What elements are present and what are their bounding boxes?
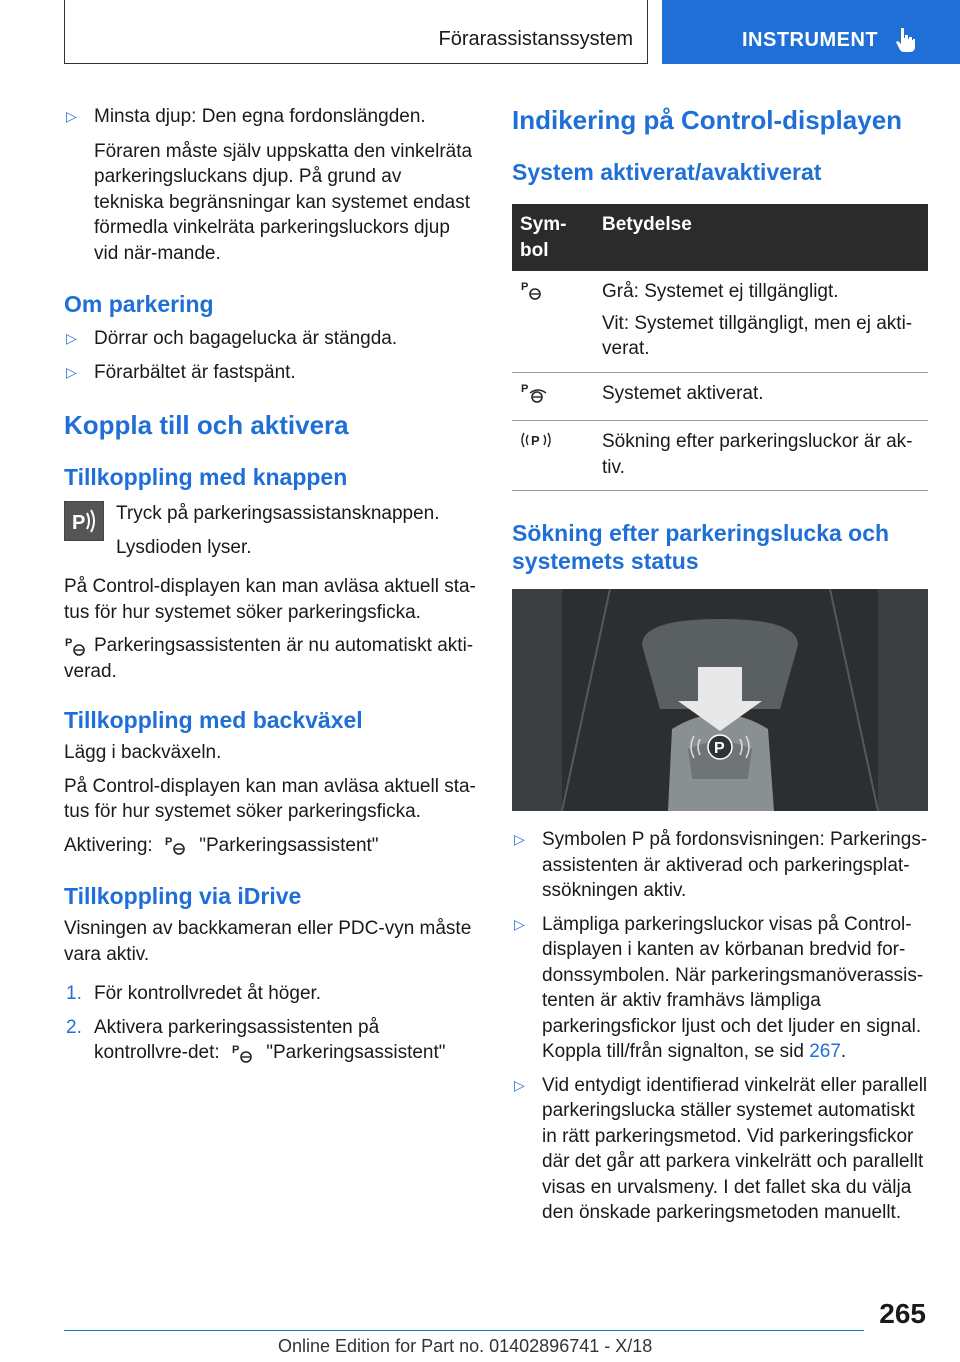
- step-value: "Parkeringsassistent": [266, 1042, 446, 1063]
- list-item-text: Symbolen P på fordonsvisningen: Parkerings-assistenten är aktiverad och parkeringsplat-ssökningen aktiv.: [542, 829, 928, 901]
- svg-text:P: P: [164, 836, 173, 849]
- section-title: Förarassistanssystem: [438, 28, 633, 50]
- table-cell-text: Systemet aktiverat.: [602, 382, 764, 404]
- svg-text:P: P: [231, 1043, 240, 1056]
- heading-koppla: Koppla till och aktivera: [64, 410, 349, 440]
- paragraph: Lägg i backväxeln.: [64, 742, 222, 763]
- heading-indikering: Indikering på Control-displayen: [512, 105, 903, 135]
- list-item-text: Förarbältet är fastspänt.: [94, 361, 296, 383]
- paragraph: På Control-displayen kan man avläsa aktuell sta-tus för hur systemet söker parkeringsficka.: [64, 775, 476, 822]
- list-item-text: Aktivera parkeringsassistenten på kontrollvre-det:: [94, 1016, 380, 1063]
- parking-assist-icon: [231, 1042, 255, 1064]
- meaning-cell: [594, 421, 928, 491]
- svg-text:P: P: [521, 382, 529, 395]
- list-item-text: Dörrar och bagagelucka är stängda.: [94, 328, 398, 349]
- tab-instrument[interactable]: INSTRUMENT: [742, 29, 879, 51]
- list-item: [64, 326, 476, 352]
- triangle-bullet-icon: ▷: [514, 915, 525, 932]
- footer-divider: [64, 1330, 864, 1331]
- symbol-cell: [512, 271, 594, 372]
- paragraph: [64, 833, 476, 859]
- paragraph: Lysdioden lyser.: [116, 536, 252, 558]
- header-tab[interactable]: [662, 0, 960, 64]
- header-section-box: [64, 0, 648, 64]
- list-item: [64, 981, 476, 1007]
- table-row: [512, 271, 928, 372]
- paragraph: Visningen av backkameran eller PDC-vyn måste vara aktiv.: [64, 918, 472, 965]
- svg-text:P: P: [521, 281, 529, 293]
- list-item-text: Lämpliga parkeringsluckor visas på Control-displayen i kanten av körbanan bredvid for-donssymbolen. När parkeringsmanöverassis-tenten är aktiv framhävs lämpliga parkeringsfickor ljust och det ljuder en signal. Koppla till/från signalton, se sid: [542, 913, 924, 1062]
- button-instruction: [64, 501, 476, 560]
- heading-backvaxel: Tillkoppling med backväxel: [64, 707, 363, 733]
- parking-assist-grey-icon: [520, 279, 544, 301]
- page-reference-link[interactable]: 267: [809, 1041, 841, 1062]
- heading-sokning: Sökning efter parkeringslucka och systemets status: [512, 520, 890, 574]
- list-item: [512, 827, 928, 904]
- triangle-bullet-icon: ▷: [514, 831, 525, 847]
- heading-system: System aktiverat/avaktiverat: [512, 159, 822, 185]
- parking-assist-button-icon: [64, 501, 104, 541]
- list-item: [512, 1073, 928, 1226]
- svg-text:P: P: [531, 433, 540, 448]
- parking-search-icon: [520, 429, 552, 451]
- paragraph: Tryck på parkeringsassistansknappen.: [116, 503, 440, 524]
- list-item-text: Minsta djup: Den egna fordonslängden.: [94, 106, 426, 127]
- symbol-cell: [512, 372, 594, 421]
- step-number: 1.: [66, 983, 82, 1004]
- heading-knappen: Tillkoppling med knappen: [64, 464, 348, 490]
- table-cell-text: Grå: Systemet ej tillgängligt.: [602, 281, 839, 302]
- svg-text:P: P: [714, 740, 725, 757]
- list-item-text: Vid entydigt identifierad vinkelrät eller parallell parkeringslucka ställer systemet automatiskt in rätt parkeringsmetod. Vid parkeringsfickor där det går att parkera vinkelrätt och parallellt visas en urvalsmeny. I det fallet ska du välja den önskade parkeringsmetoden manuellt.: [542, 1074, 928, 1223]
- table-cell-text: Sökning efter parkeringsluckor är ak-tiv.: [602, 431, 913, 478]
- parking-assist-icon: [64, 635, 88, 657]
- sentence-end: .: [840, 1041, 847, 1062]
- symbol-table: [512, 204, 928, 491]
- parking-search-illustration: [512, 589, 928, 811]
- aktivering-value: "Parkeringsassistent": [199, 834, 379, 856]
- list-item-text: För kontrollvredet åt höger.: [94, 983, 322, 1004]
- left-column: [64, 100, 476, 1066]
- triangle-bullet-icon: ▷: [514, 1076, 525, 1093]
- paragraph: Föraren måste själv uppskatta den vinkelräta parkeringsluckans djup. På grund av tekniska begränsningar kan systemet endast förmedla vinkelräta parkeringsluckors djup vid när-mande.: [94, 140, 473, 264]
- paragraph: [64, 633, 476, 684]
- table-row: [512, 421, 928, 491]
- parking-assist-icon: [164, 834, 188, 856]
- svg-text:P: P: [65, 636, 73, 649]
- table-cell-text: Vit: Systemet tillgängligt, men ej akti-verat.: [602, 312, 913, 359]
- parking-assist-active-icon: [520, 381, 548, 403]
- table-header-row: [512, 204, 928, 271]
- heading-om-parkering: Om parkering: [64, 291, 214, 317]
- symbol-cell: [512, 421, 594, 491]
- list-item: [512, 912, 928, 1065]
- svg-text:P: P: [72, 512, 86, 534]
- table-header-meaning: Betydelse: [594, 204, 928, 271]
- hand-pointer-icon: [894, 26, 916, 52]
- triangle-bullet-icon: ▷: [66, 330, 77, 346]
- edition-footer: Online Edition for Part no. 01402896741 - X/18: [278, 1336, 653, 1356]
- heading-idrive: Tillkoppling via iDrive: [64, 883, 302, 909]
- step-number: 2.: [66, 1016, 82, 1038]
- triangle-bullet-icon: ▷: [66, 108, 77, 124]
- paragraph-text: Parkeringsassistenten är nu automatiskt akti-verad.: [64, 635, 474, 682]
- list-item: [64, 360, 476, 386]
- car-parking-graphic: [512, 589, 928, 811]
- aktivering-label: Aktivering:: [64, 834, 153, 856]
- right-column: [512, 100, 928, 1226]
- triangle-bullet-icon: ▷: [66, 363, 77, 380]
- meaning-cell: [594, 271, 928, 372]
- table-header-symbol: Sym-bol: [512, 204, 594, 271]
- meaning-cell: [594, 372, 928, 421]
- paragraph: På Control-displayen kan man avläsa aktuell sta-tus för hur systemet söker parkeringsficka.: [64, 576, 476, 623]
- list-item: [64, 104, 476, 130]
- list-item: [64, 1015, 476, 1066]
- table-row: [512, 372, 928, 421]
- page-number: 265: [879, 1298, 926, 1329]
